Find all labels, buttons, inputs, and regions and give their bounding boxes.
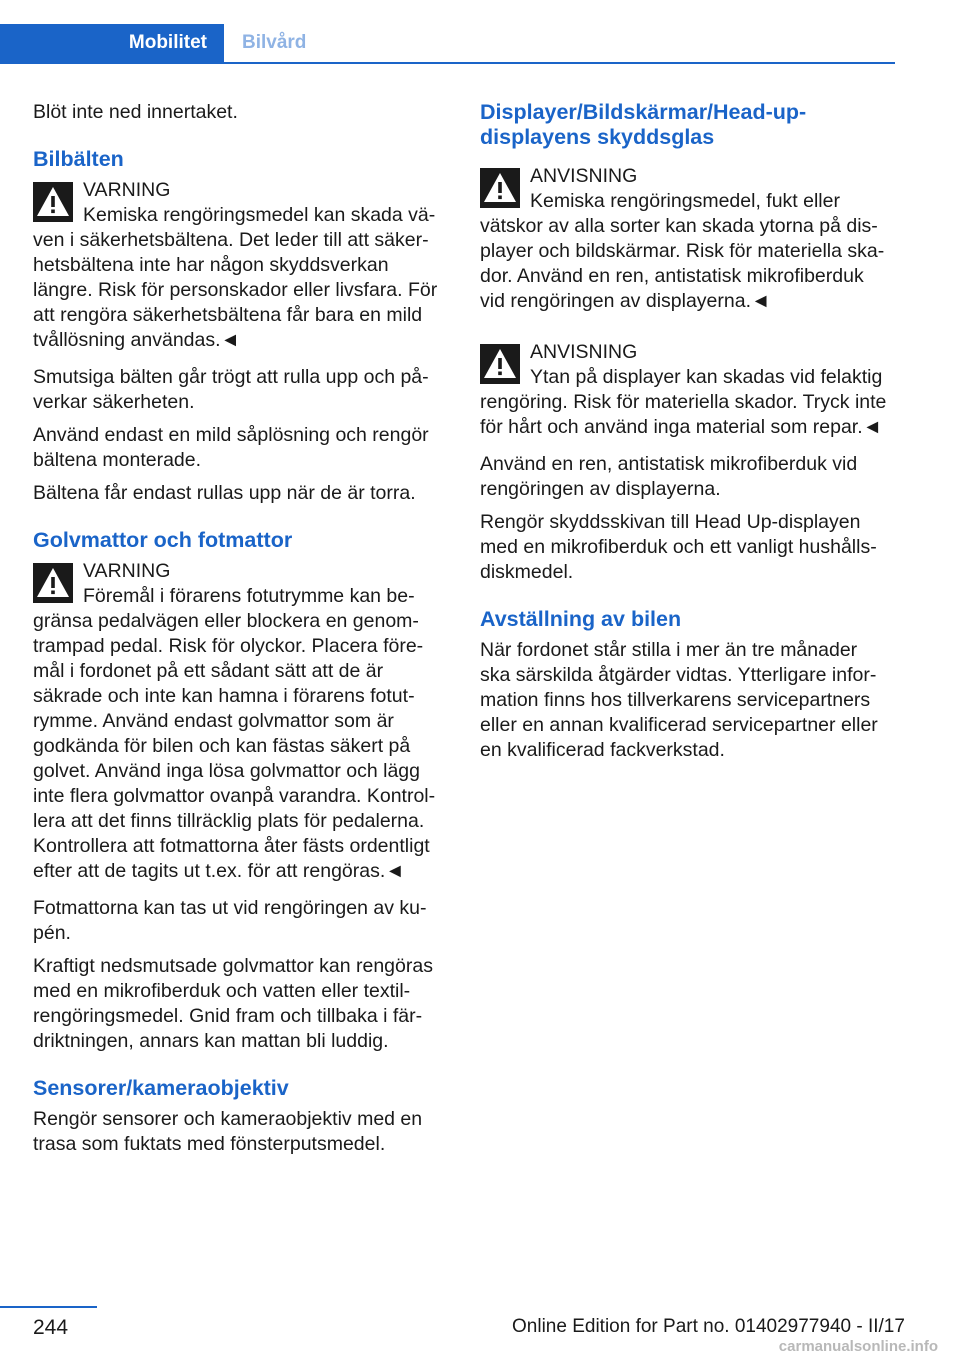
- section-title-sensorer: Sensorer/kameraobjektiv: [33, 1076, 289, 1100]
- notice-block: [480, 164, 892, 314]
- notice-text: Kemiska rengöringsmedel, fukt eller vätskor av alla sorter kan skada ytorna på displayer och bildskärmar. Risk för materiella skador. Använd en ren, antistatisk mikrofiberduk vid rengöringen av displayerna.◄: [480, 190, 885, 312]
- paragraph: Rengör skyddsskivan till Head Up-displayen med en mikrofiberduk och ett vanligt hushållsdiskmedel.: [480, 511, 877, 583]
- warning-triangle-icon: [480, 344, 520, 384]
- paragraph: Rengör sensorer och kameraobjektiv med en trasa som fuktats med fönsterputsmedel.: [33, 1108, 423, 1155]
- warning-label: VARNING: [83, 179, 171, 201]
- section-title-golvmattor: Golvmattor och fotmattor: [33, 528, 293, 552]
- paragraph: Fotmattorna kan tas ut vid rengöringen av kupén.: [33, 897, 427, 944]
- edition-text: Online Edition for Part no. 01402977940 - II/17: [512, 1316, 905, 1337]
- tab-bilvard[interactable]: Bilvård: [242, 32, 307, 53]
- intro-text: Blöt inte ned innertaket.: [33, 101, 238, 123]
- warning-label: VARNING: [83, 560, 171, 582]
- footer-rule: [0, 1306, 97, 1308]
- right-column: [480, 100, 892, 771]
- page-header: [0, 0, 895, 64]
- page-number: 244: [33, 1316, 69, 1339]
- paragraph: Använd en ren, antistatisk mikrofiberduk vid rengöringen av displayerna.: [480, 453, 858, 500]
- left-column: [33, 100, 445, 1165]
- section-title-avstallning: Avställning av bilen: [480, 607, 682, 631]
- notice-label: ANVISNING: [530, 165, 638, 187]
- warning-triangle-icon: [33, 182, 73, 222]
- section-title-displayer: Displayer/Bildskärmar/Head-up-displayens skyddsglas: [480, 100, 807, 149]
- notice-label: ANVISNING: [530, 341, 638, 363]
- tab-mobilitet[interactable]: [0, 24, 224, 62]
- notice-block: [480, 340, 892, 440]
- paragraph: Använd endast en mild såplösning och rengör bältena monterade.: [33, 424, 429, 471]
- paragraph: Kraftigt nedsmutsade golvmattor kan rengöras med en mikrofiberduk och vatten eller textilrengöringsmedel. Gnid fram och tillbaka i färdriktningen, annars kan mattan bli luddig.: [33, 955, 433, 1052]
- warning-text: Kemiska rengöringsmedel kan skada väven i säkerhetsbältena. Det leder till att säkerhetsbältena inte har någon skyddsverkan längre. Risk för personskador eller livsfara. För att rengöra säkerhetsbältena får bara en mild tvållösning användas.◄: [33, 204, 438, 351]
- notice-text: Ytan på displayer kan skadas vid felaktig rengöring. Risk för materiella skador. Tryck inte för hårt och använd inga material som repar.◄: [480, 366, 887, 438]
- watermark-text: carmanualsonline.info: [778, 1338, 938, 1355]
- warning-triangle-icon: [33, 563, 73, 603]
- paragraph: Bältena får endast rullas upp när de är torra.: [33, 482, 416, 504]
- warning-block: [33, 178, 445, 353]
- section-title-bilbalten: Bilbälten: [33, 147, 124, 171]
- warning-block: [33, 559, 445, 884]
- tab-mobilitet-label: Mobilitet: [128, 32, 207, 53]
- paragraph: Smutsiga bälten går trögt att rulla upp och påverkar säkerheten.: [33, 366, 429, 413]
- paragraph: När fordonet står stilla i mer än tre månader ska särskilda åtgärder vidtas. Ytterligare information finns hos tillverkarens servicepartners eller en annan kvalificerad servicepartner eller en kvalificerad fackverkstad.: [480, 639, 878, 761]
- warning-triangle-icon: [480, 168, 520, 208]
- warning-text: Föremål i förarens fotutrymme kan begränsa pedalvägen eller blockera en genomtrampad pedal. Risk för olyckor. Placera föremål i fordonet på ett sådant sätt att de är säkrade och inte kan hamna i förarens fotutrymme. Använd endast golvmattor som är godkända för bilen och kan fästas säkert på golvet. Använd inga lösa golvmattor och lägg inte flera golvmattor ovanpå varandra. Kontrollera att det finns tillräcklig plats för pedalerna. Kontrollera att fotmattorna åter fästs ordentligt efter att de tagits ut t.ex. för att rengöras.◄: [33, 585, 436, 882]
